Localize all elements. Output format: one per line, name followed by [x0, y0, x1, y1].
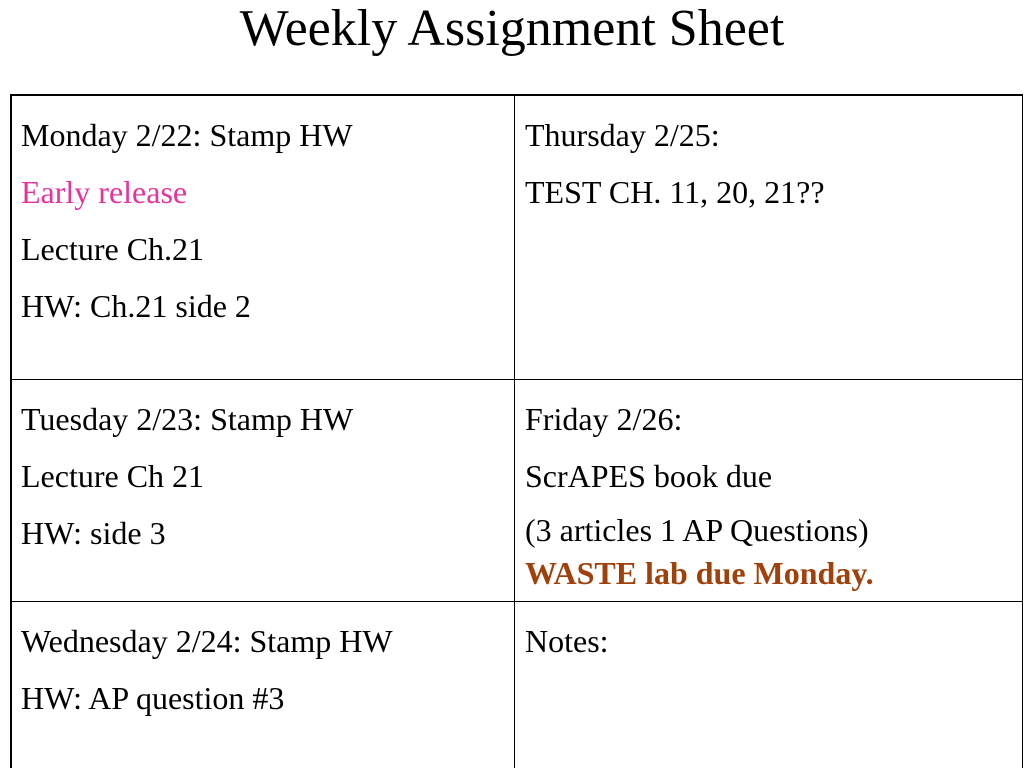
friday-heading: Friday 2/26: — [525, 401, 683, 437]
wednesday-cell — [12, 602, 514, 768]
friday-book-due: ScrAPES book due — [525, 458, 773, 494]
tuesday-lecture: Lecture Ch 21 — [21, 458, 205, 494]
waste-lab-note: WASTE lab due Monday. — [525, 555, 874, 591]
notes-heading: Notes: — [525, 623, 609, 659]
monday-heading: Monday 2/22: Stamp HW — [21, 117, 353, 153]
notes-cell — [514, 602, 1023, 768]
thursday-heading: Thursday 2/25: — [525, 117, 720, 153]
monday-cell — [12, 96, 514, 380]
monday-lecture: Lecture Ch.21 — [21, 231, 205, 267]
friday-cell — [514, 380, 1023, 602]
assignment-table — [10, 94, 1023, 768]
thursday-cell — [514, 96, 1023, 380]
early-release-note: Early release — [21, 174, 188, 210]
tuesday-homework: HW: side 3 — [21, 515, 166, 551]
wednesday-homework: HW: AP question #3 — [21, 680, 285, 716]
monday-homework: HW: Ch.21 side 2 — [21, 288, 251, 324]
page-title: Weekly Assignment Sheet — [239, 0, 785, 57]
wednesday-heading: Wednesday 2/24: Stamp HW — [21, 623, 393, 659]
thursday-test: TEST CH. 11, 20, 21?? — [525, 174, 825, 210]
friday-articles: (3 articles 1 AP Questions) — [525, 512, 869, 548]
tuesday-heading: Tuesday 2/23: Stamp HW — [21, 401, 354, 437]
tuesday-cell — [12, 380, 514, 602]
